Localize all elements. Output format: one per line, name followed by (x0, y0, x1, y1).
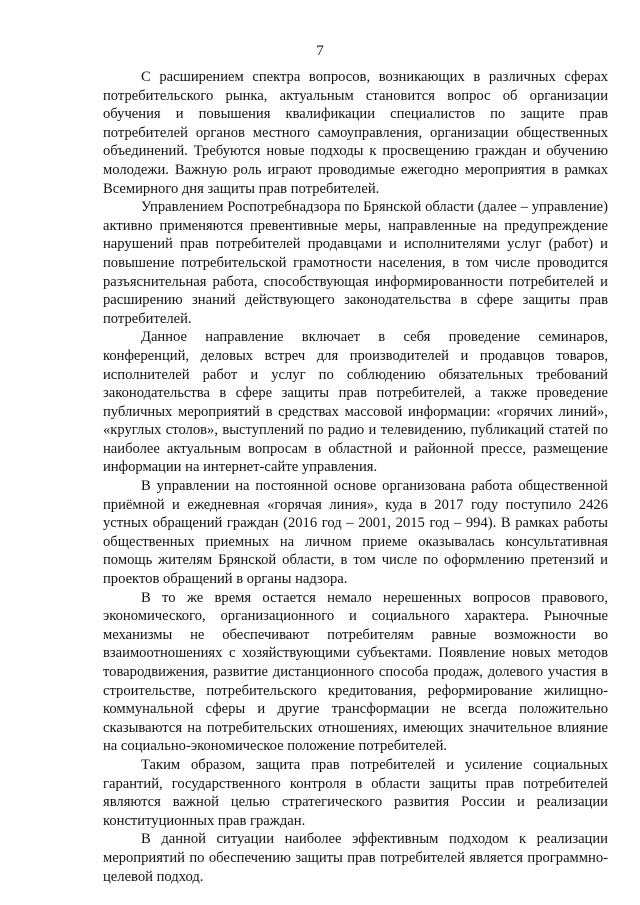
page-number: 7 (316, 43, 324, 59)
paragraph: В данной ситуации наиболее эффективным подходом к реализации мероприятий по обеспечению защиты прав потребителей является программно-целевой подход. (103, 831, 608, 885)
paragraph: В управлении на постоянной основе организована работа общественной приёмной и ежедневная «горячая линия», куда в 2017 году поступило 2426 устных обращений граждан (2016 год – 2001, 2015 год – 994). В рамках работы общественных приемных на личном приеме оказывалась консультативная помощь жителям Брянской области, в том числе по оформлению претензий и проектов обращений в органы надзора. (103, 478, 608, 588)
paragraph: Таким образом, защита прав потребителей и усиление социальных гарантий, государственного контроля в области защиты прав потребителей являются важной целью стратегического развития России и реализации конституционных прав граждан. (103, 756, 608, 829)
document-body (103, 68, 608, 886)
paragraph: Данное направление включает в себя проведение семинаров, конференций, деловых встреч для производителей и продавцов товаров, исполнителей работ и услуг по соблюдению обязательных требований законодательства в сфере защиты прав потребителей, а также проведение публичных мероприятий в средствах массовой информации: «горячих линий», «круглых столов», выступлений по радио и телевидению, публикаций статей по наиболее актуальным вопросам в областной и районной прессе, размещение информации на интернет-сайте управления. (103, 329, 608, 476)
paragraph: С расширением спектра вопросов, возникающих в различных сферах потребительского рынка, актуальным становится вопрос об организации обучения и повышения квалификации специалистов по защите прав потребителей органов местного самоуправления, организации общественных объединений. Требуются новые подходы к просвещению граждан и обучению молодежи. Важную роль играют проводимые ежегодно мероприятия в рамках Всемирного дня защиты прав потребителей. (103, 69, 608, 197)
paragraph: Управлением Роспотребнадзора по Брянской области (далее – управление) активно применяются превентивные меры, направленные на предупреждение нарушений прав потребителей продавцами и исполнителями услуг (работ) и повышение потребительской грамотности населения, в том числе проводится разъяснительная работа, способствующая информированности потребителей и расширению знаний действующего законодательства в сфере защиты прав потребителей. (103, 199, 608, 327)
paragraph: В то же время остается немало нерешенных вопросов правового, экономического, организационного и социального характера. Рыночные механизмы не обеспечивают потребителям равные возможности во взаимоотношениях с хозяйствующими субъектами. Появление новых методов товародвижения, развитие дистанционного способа продаж, долевого участия в строительстве, потребительского кредитования, реформирование жилищно-коммунальной сферы и другие трансформации не всегда положительно сказываются на потребительских отношениях, имеющих значительное влияние на социально-экономическое положение потребителей. (103, 589, 608, 755)
